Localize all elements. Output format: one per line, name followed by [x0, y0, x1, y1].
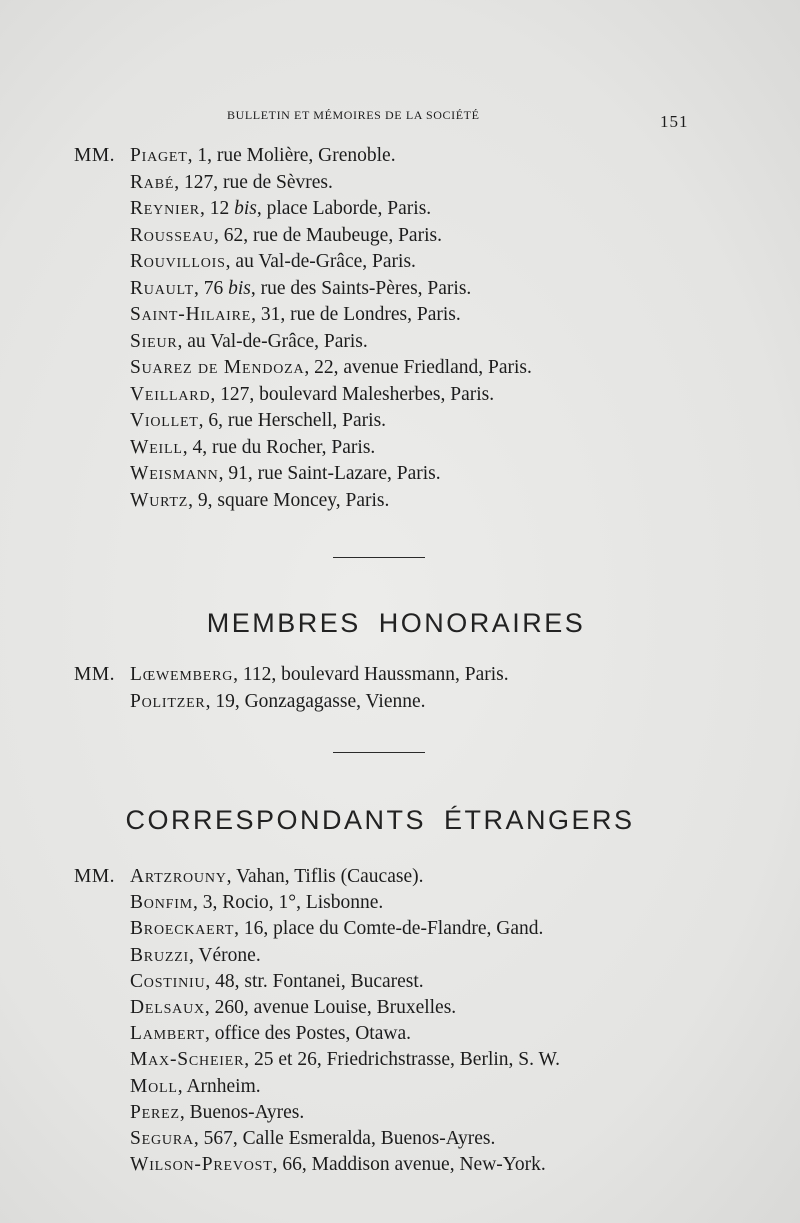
member-address: , au Val-de-Grâce, Paris. [225, 251, 416, 272]
list-item [0, 995, 800, 1021]
member-address: , 25 et 26, Friedrichstrasse, Berlin, S. W. [244, 1049, 561, 1071]
member-address: , au Val-de-Grâce, Paris. [177, 330, 368, 352]
list-item [0, 1047, 800, 1073]
member-name: Ruault [130, 277, 194, 299]
member-address: , 76 bis, rue des Saints-Pères, Paris. [193, 277, 472, 299]
member-name: Wilson-Prevost [130, 1154, 273, 1176]
member-address: , 4, rue du Rocher, Paris. [182, 436, 376, 458]
list-prefix: MM. [74, 664, 116, 685]
list-item [0, 890, 800, 916]
member-address: , 22, avenue Friedland, Paris. [304, 357, 532, 378]
member-address: , 1, rue Molière, Grenoble. [187, 145, 396, 166]
member-address: , 12 bis, place Laborde, Paris. [199, 198, 432, 219]
member-address: , 260, avenue Louise, Bruxelles. [204, 996, 457, 1018]
member-name: Broeckaert [130, 918, 235, 940]
member-address: , office des Postes, Otawa. [205, 1023, 411, 1045]
list-item [0, 302, 800, 329]
member-address: , 66, Maddison avenue, New-York. [272, 1154, 546, 1176]
list-item [0, 143, 800, 170]
section-divider [333, 557, 425, 558]
member-address: , 16, place du Comte-de-Flandre, Gand. [234, 918, 544, 940]
list-item [0, 943, 800, 969]
running-title: BULLETIN ET MÉMOIRES DE LA SOCIÉTÉ [227, 108, 480, 122]
running-head [0, 108, 800, 131]
member-name: Viollet [130, 410, 199, 431]
list-item [0, 1100, 800, 1126]
list-item [0, 355, 800, 382]
list-item [0, 662, 800, 689]
member-name: Sieur [130, 330, 178, 352]
list-item [0, 276, 800, 303]
list-item [0, 1126, 800, 1152]
member-name: Lœwemberg [130, 664, 234, 685]
member-name: Saint-Hilaire [130, 304, 252, 325]
list-item [0, 488, 800, 515]
member-address: , Arnheim. [177, 1075, 261, 1097]
list-prefix: MM. [74, 145, 116, 166]
list-item [0, 1021, 800, 1047]
member-address: , Vérone. [189, 944, 261, 966]
honorary-members-list [0, 662, 800, 715]
member-address: , 6, rue Herschell, Paris. [198, 410, 387, 431]
section-divider [333, 752, 425, 753]
member-address: , Vahan, Tiflis (Caucase). [226, 866, 424, 887]
list-item [0, 916, 800, 942]
list-item [0, 223, 800, 250]
member-address: , 91, rue Saint-Lazare, Paris. [218, 463, 441, 484]
member-address: , 9, square Moncey, Paris. [188, 489, 390, 511]
list-item [0, 864, 800, 890]
member-name: Reynier [130, 198, 200, 219]
list-item [0, 329, 800, 356]
member-name: Delsaux [130, 996, 205, 1018]
list-item [0, 196, 800, 223]
member-name: Perez [130, 1101, 180, 1123]
member-name: Rabé [130, 171, 175, 193]
member-address: , 127, boulevard Malesherbes, Paris. [210, 383, 495, 405]
member-name: Rousseau [130, 224, 214, 246]
member-name: Artzrouny [130, 866, 227, 887]
section-title-etrangers: CORRESPONDANTS ÉTRANGERS [125, 805, 635, 835]
list-prefix: MM. [74, 866, 116, 887]
member-name: Veillard [130, 383, 211, 405]
member-name: Lambert [130, 1023, 206, 1045]
member-name: Suarez de Mendoza [130, 357, 305, 378]
members-list [0, 143, 800, 514]
list-item [0, 435, 800, 462]
member-name: Rouvillois [130, 251, 226, 272]
list-item [0, 689, 800, 716]
member-name: Wurtz [130, 489, 189, 511]
member-name: Costiniu [130, 970, 206, 992]
list-item [0, 249, 800, 276]
member-address: , 112, boulevard Haussmann, Paris. [233, 664, 509, 685]
member-address: , 127, rue de Sèvres. [174, 171, 333, 193]
member-name: Max-Scheier [130, 1049, 245, 1071]
list-item [0, 969, 800, 995]
page-number: 151 [660, 112, 689, 131]
member-name: Weismann [130, 463, 219, 484]
member-address: , 31, rue de Londres, Paris. [251, 304, 461, 325]
list-item [0, 1074, 800, 1100]
member-name: Bruzzi [130, 944, 190, 966]
list-item [0, 382, 800, 409]
member-name: Politzer [130, 690, 206, 712]
section-title-honoraires: MEMBRES HONORAIRES [206, 608, 586, 638]
member-name: Piaget [130, 145, 188, 166]
foreign-correspondents-list [0, 864, 800, 1178]
member-address: , Buenos-Ayres. [179, 1101, 305, 1123]
list-item [0, 461, 800, 488]
member-name: Bonfim [130, 892, 193, 914]
member-address: , 48, str. Fontanei, Bucarest. [205, 970, 424, 992]
list-item [0, 1152, 800, 1178]
member-name: Segura [130, 1127, 194, 1149]
member-address: , 19, Gonzagagasse, Vienne. [205, 690, 426, 712]
member-name: Weill [130, 436, 183, 458]
member-address: , 567, Calle Esmeralda, Buenos-Ayres. [193, 1127, 496, 1149]
list-item [0, 170, 800, 197]
list-item [0, 408, 800, 435]
member-name: Moll [130, 1075, 178, 1097]
member-address: , 62, rue de Maubeuge, Paris. [213, 224, 442, 246]
member-address: , 3, Rocio, 1°, Lisbonne. [192, 892, 384, 914]
